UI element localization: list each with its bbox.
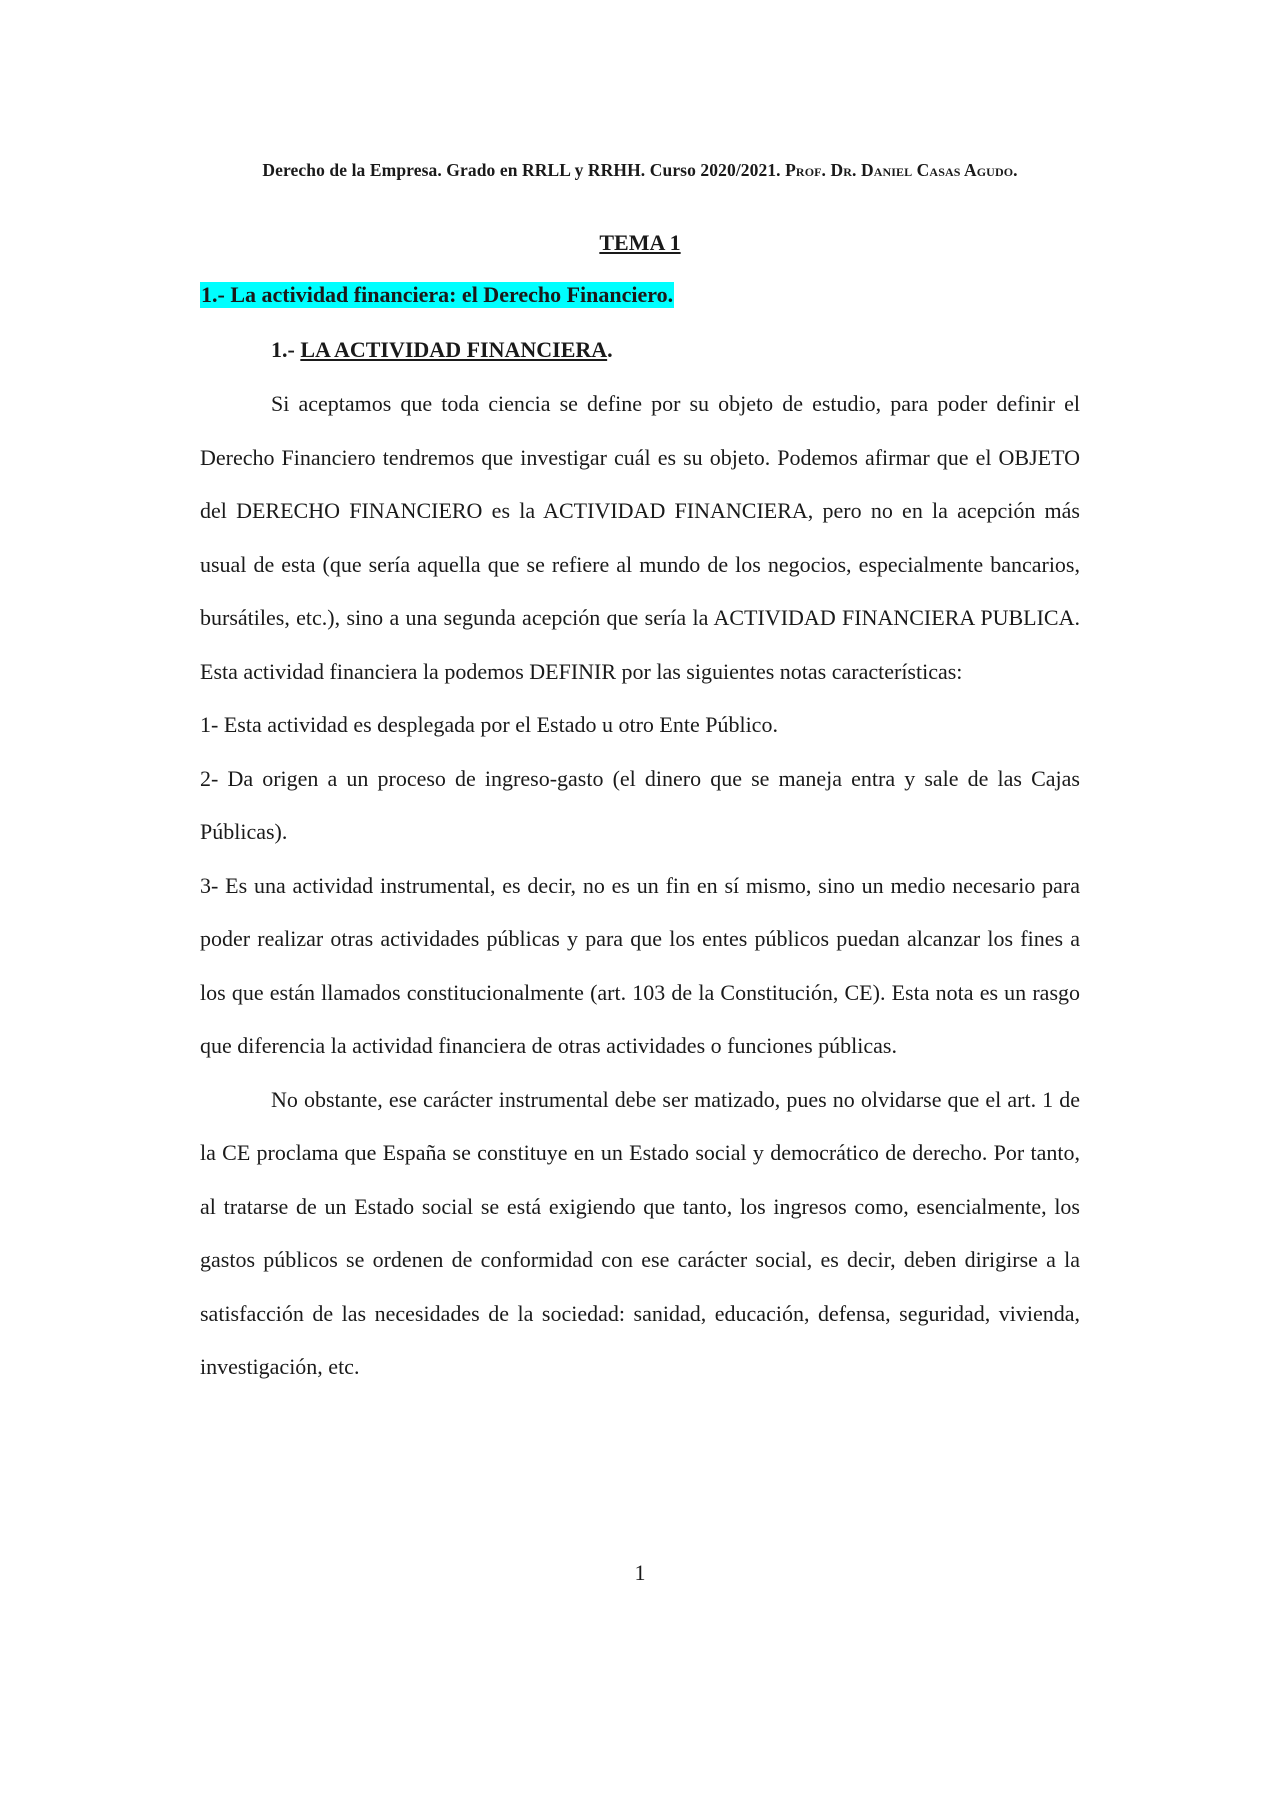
body-text xyxy=(200,377,1080,1394)
subsection-number: 1.- xyxy=(271,337,301,362)
topic-title: TEMA 1 xyxy=(599,230,681,255)
subsection-suffix: . xyxy=(607,337,613,362)
header-author: Prof. Dr. Daniel Casas Agudo. xyxy=(785,160,1018,180)
subsection-heading xyxy=(271,337,613,363)
list-item-note-3: 3- Es una actividad instrumental, es decir, no es un fin en sí mismo, sino un medio necesario para poder realizar otras actividades públicas y para que los entes públicos puedan alcanzar los fines a los que están llamados constitucionalmente (art. 103 de la Constitución, CE). Esta nota es un rasgo que diferencia la actividad financiera de otras actividades o funciones públicas. xyxy=(200,872,1080,1058)
paragraph-intro: Si aceptamos que toda ciencia se define por su objeto de estudio, para poder definir el Derecho Financiero tendremos que investigar cuál es su objeto. Podemos afirmar que el OBJETO del DERECHO FINANCIERO es la ACTIVIDAD FINANCIERA, pero no en la acepción más usual de esta (que sería aquella que se refiere al mundo de los negocios, especialmente bancarios, bursátiles, etc.), sino a una segunda acepción que sería la ACTIVIDAD FINANCIERA PUBLICA. Esta actividad financiera la podemos DEFINIR por las siguientes notas características: xyxy=(200,391,1080,684)
list-item-note-2: 2- Da origen a un proceso de ingreso-gasto (el dinero que se maneja entra y sale de las Cajas Públicas). xyxy=(200,765,1080,844)
paragraph-instrumental-nuance: No obstante, ese carácter instrumental debe ser matizado, pues no olvidarse que el art. 1 de la CE proclama que España se constituye en un Estado social y democrático de derecho. Por tanto, al tratarse de un Estado social se está exigiendo que tanto, los ingresos como, esencialmente, los gastos públicos se ordenen de conformidad con ese carácter social, es decir, deben dirigirse a la satisfacción de las necesidades de la sociedad: sanidad, educación, defensa, seguridad, vivienda, investigación, etc. xyxy=(200,1086,1080,1379)
page-number: 1 xyxy=(634,1560,646,1585)
subsection-title: LA ACTIVIDAD FINANCIERA xyxy=(300,337,608,362)
running-header xyxy=(0,160,1280,181)
header-course-info: Derecho de la Empresa. Grado en RRLL y RRHH. Curso 2020/2021. xyxy=(262,160,786,180)
list-item-note-1: 1- Esta actividad es desplegada por el Estado u otro Ente Público. xyxy=(200,712,778,737)
section-heading-highlighted: 1.- La actividad financiera: el Derecho Financiero. xyxy=(201,282,674,307)
